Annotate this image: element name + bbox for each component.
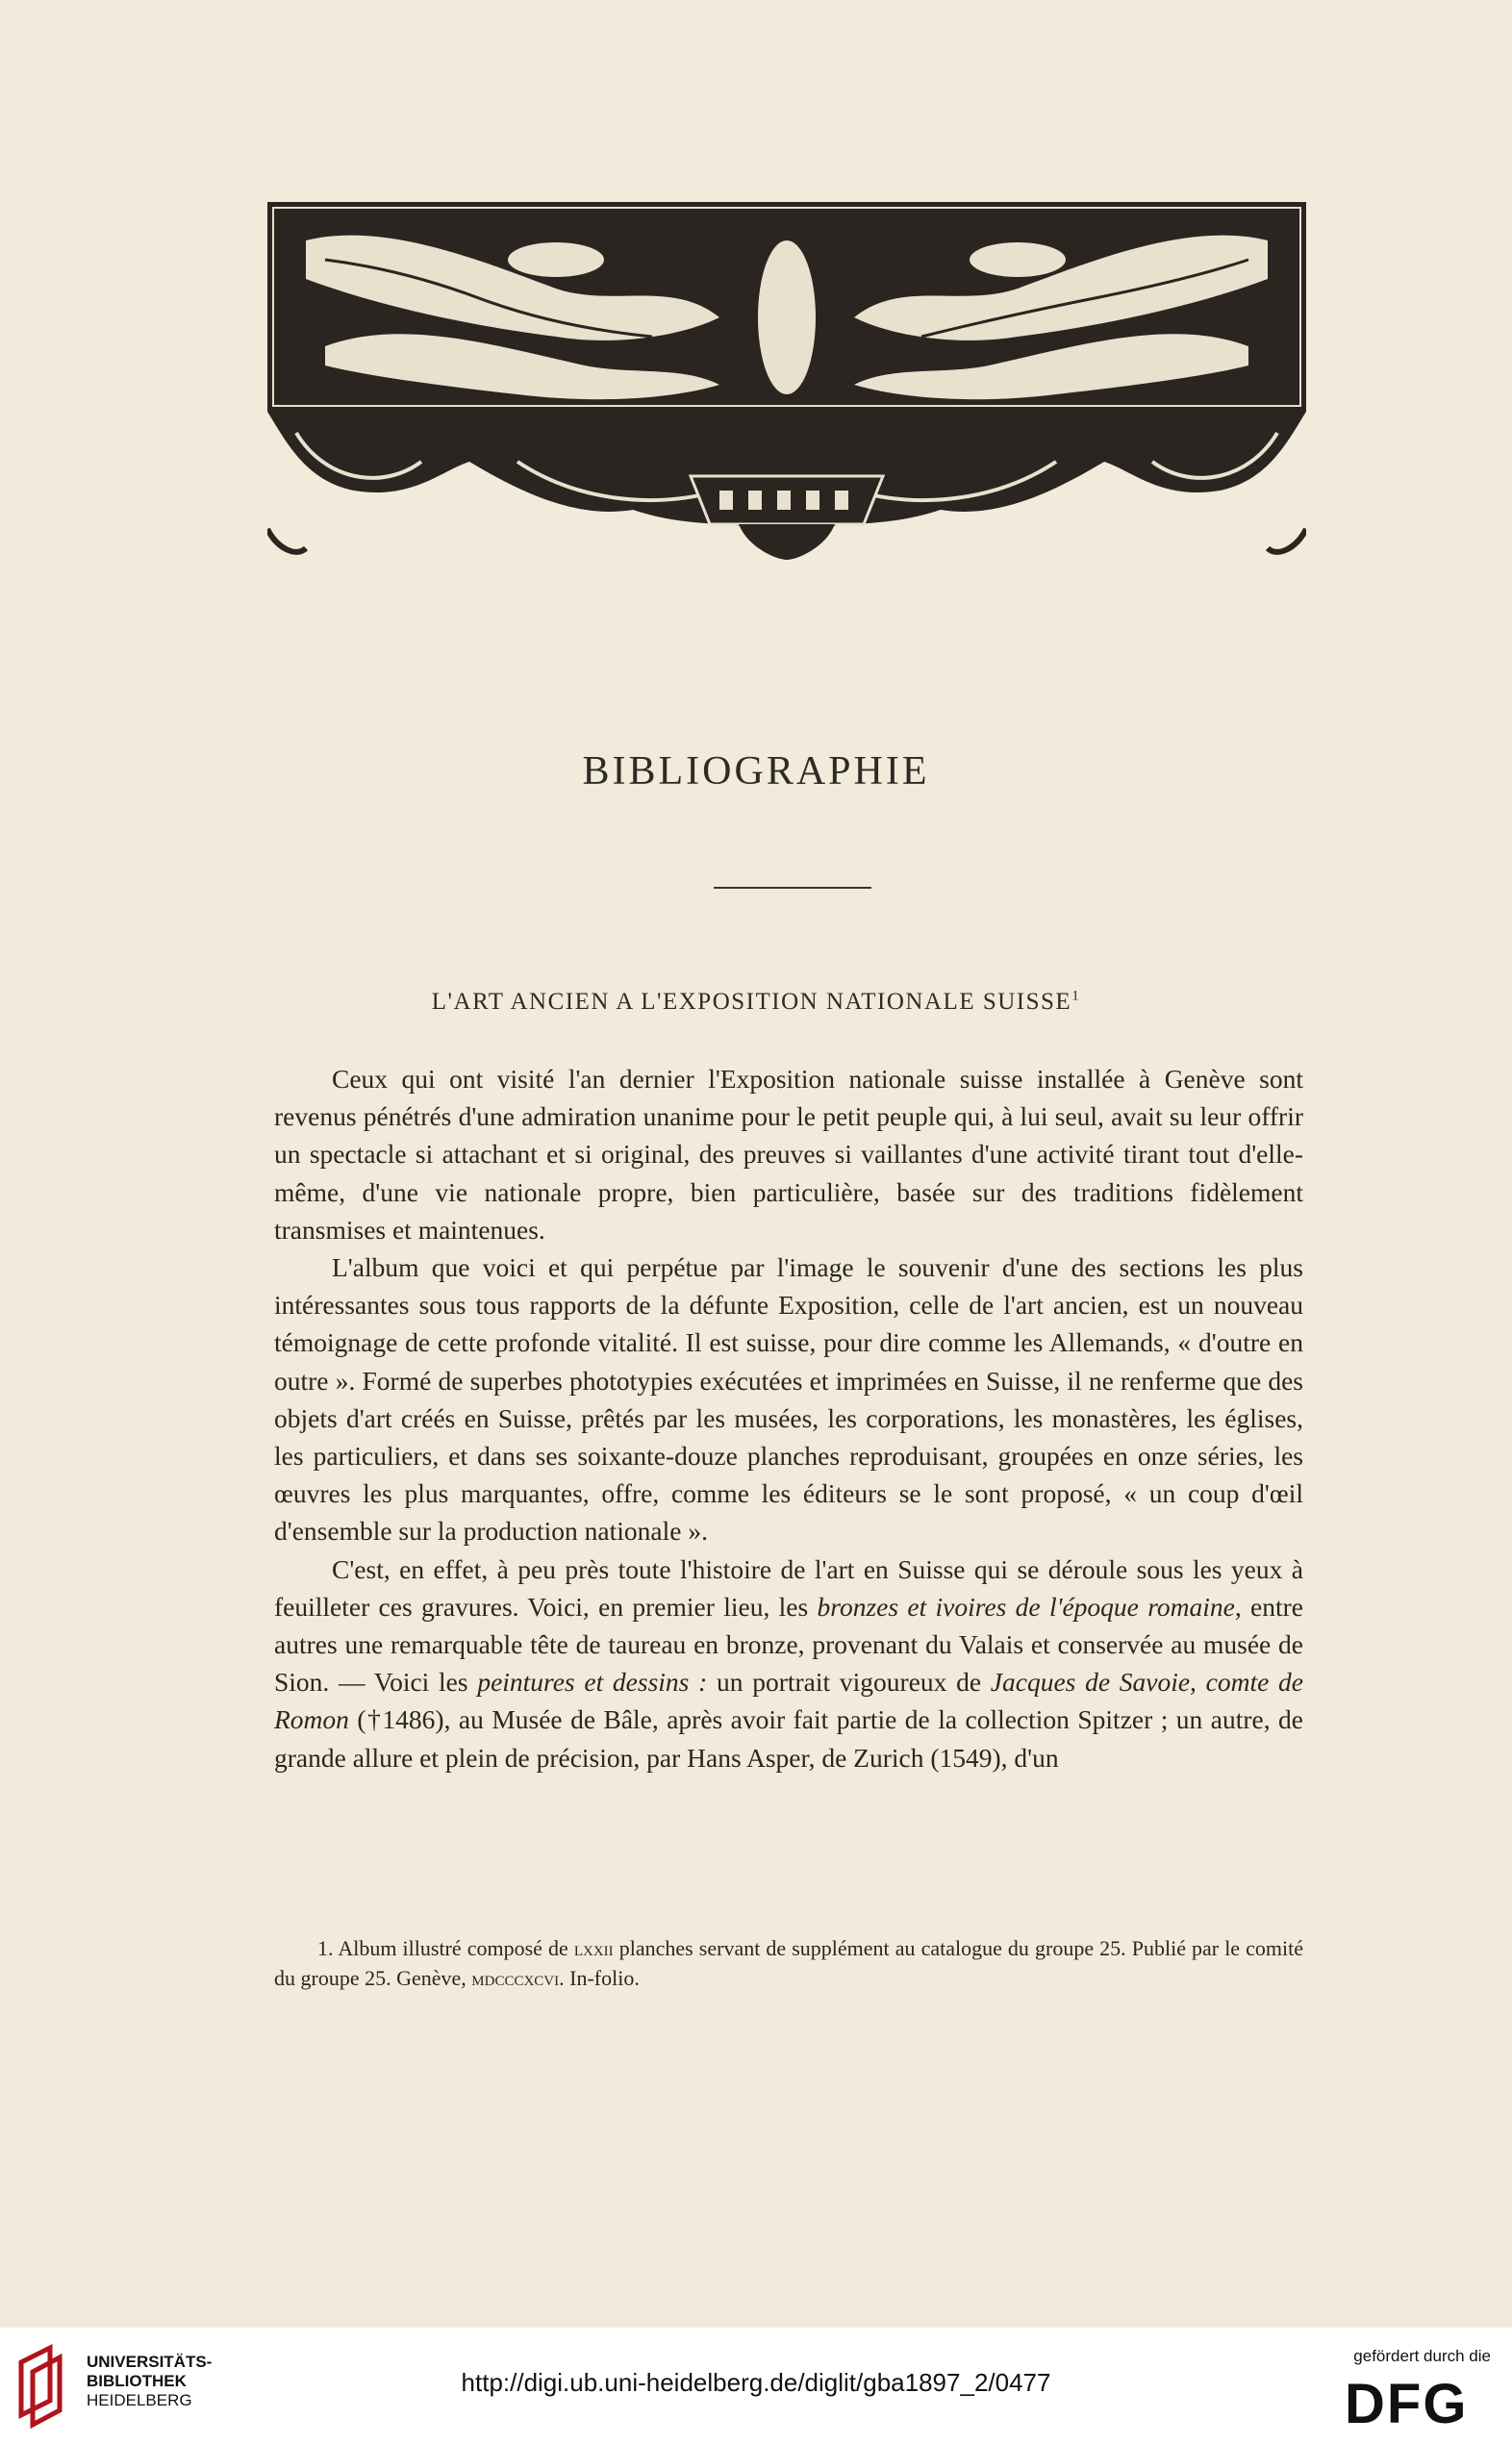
permalink-url[interactable]: http://digi.ub.uni-heidelberg.de/diglit/gba1897_2/0477 bbox=[461, 2368, 1051, 2397]
section-heading bbox=[0, 989, 1512, 1016]
footnote-marker: 1 bbox=[1071, 988, 1081, 1004]
library-line-1: UNIVERSITÄTS- bbox=[87, 2353, 213, 2371]
roman-numeral: lxxii bbox=[573, 1936, 614, 1960]
paragraph-1 bbox=[274, 1060, 1303, 1248]
headpiece-ornament-icon bbox=[267, 202, 1306, 563]
roman-numeral: mdcccxcvi bbox=[471, 1966, 560, 1990]
paragraph-text: un portrait vigoureux de bbox=[707, 1667, 991, 1698]
library-line-2: BIBLIOTHEK bbox=[87, 2372, 187, 2390]
footnote-text: . In-folio. bbox=[559, 1966, 640, 1990]
paragraph-text: C'est, en effet, à peu près toute l'histoire de l'art en Suisse qui se déroule sous les yeux à feuilleter ces gravures. Voici, en premier lieu, les bbox=[274, 1553, 1303, 1622]
article-body bbox=[274, 1060, 1303, 1776]
footnote-text: 1. Album illustré composé de bbox=[317, 1936, 574, 1960]
dfg-logo: DFG bbox=[1345, 2373, 1469, 2435]
paragraph-text: L'album que voici et qui perpétue par l'image le souvenir d'une des sections les plus intéressantes sous tous rapports de la défunte Exposition, celle de l'art ancien, est un nouveau témoignage de cette profonde vitalité. Il est suisse, pour dire comme les Allemands, « d'outre en outre ». Formé de superbes phototypies exécutées et imprimées en Suisse, il ne renferme que des objets d'art créés en Suisse, prêtés par les musées, les corporations, les monastères, les églises, les particuliers, et dans ses soixante-douze planches reproduisant, groupées en onze séries, les œuvres les plus marquantes, offre, comme les éditeurs se le sont proposé, « un coup d'œil d'ensemble sur la production nationale ». bbox=[274, 1252, 1303, 1547]
paragraph-text: , entre autres une remarquable tête de taureau en bronze, provenant du Valais et conservée au musée de Sion. — Voici les bbox=[274, 1591, 1303, 1698]
paragraph-text: Ceux qui ont visité l'an dernier l'Exposition nationale suisse installée à Genève sont revenus pénétrés d'une admiration unanime pour le petit peuple qui, à lui seul, avait su leur offrir un spectacle si attachant et si original, des preuves si vaillantes d'une activité tirant tout d'elle-même, d'une vie nationale propre, bien particulière, basée sur des traditions fidèlement transmises et maintenues. bbox=[274, 1064, 1303, 1245]
italic-phrase: bronzes et ivoires de l'époque romaine bbox=[817, 1591, 1235, 1622]
library-line-3: HEIDELBERG bbox=[87, 2391, 192, 2409]
paragraph-2 bbox=[274, 1248, 1303, 1550]
italic-phrase: Jacques de Savoie, comte de Romon bbox=[274, 1667, 1303, 1735]
paragraph-3 bbox=[274, 1550, 1303, 1776]
page-title: BIBLIOGRAPHIE bbox=[582, 749, 930, 794]
italic-phrase: peintures et dessins : bbox=[477, 1667, 708, 1698]
section-heading-text: L'ART ANCIEN A L'EXPOSITION NATIONALE SUISSE bbox=[431, 989, 1072, 1015]
footnote bbox=[274, 1933, 1303, 1993]
sponsor-label: gefördert durch die bbox=[1353, 2347, 1491, 2365]
footnote-text: planches servant de supplément au catalogue du groupe 25. Publié par le comité du groupe 25. Genève, bbox=[274, 1936, 1304, 1990]
paragraph-text: (†1486), au Musée de Bâle, après avoir fait partie de la collection Spitzer ; un autre, de grande allure et plein de précision, par Hans Asper, de Zurich (1549), d'un bbox=[274, 1704, 1303, 1773]
title-divider bbox=[714, 887, 871, 889]
